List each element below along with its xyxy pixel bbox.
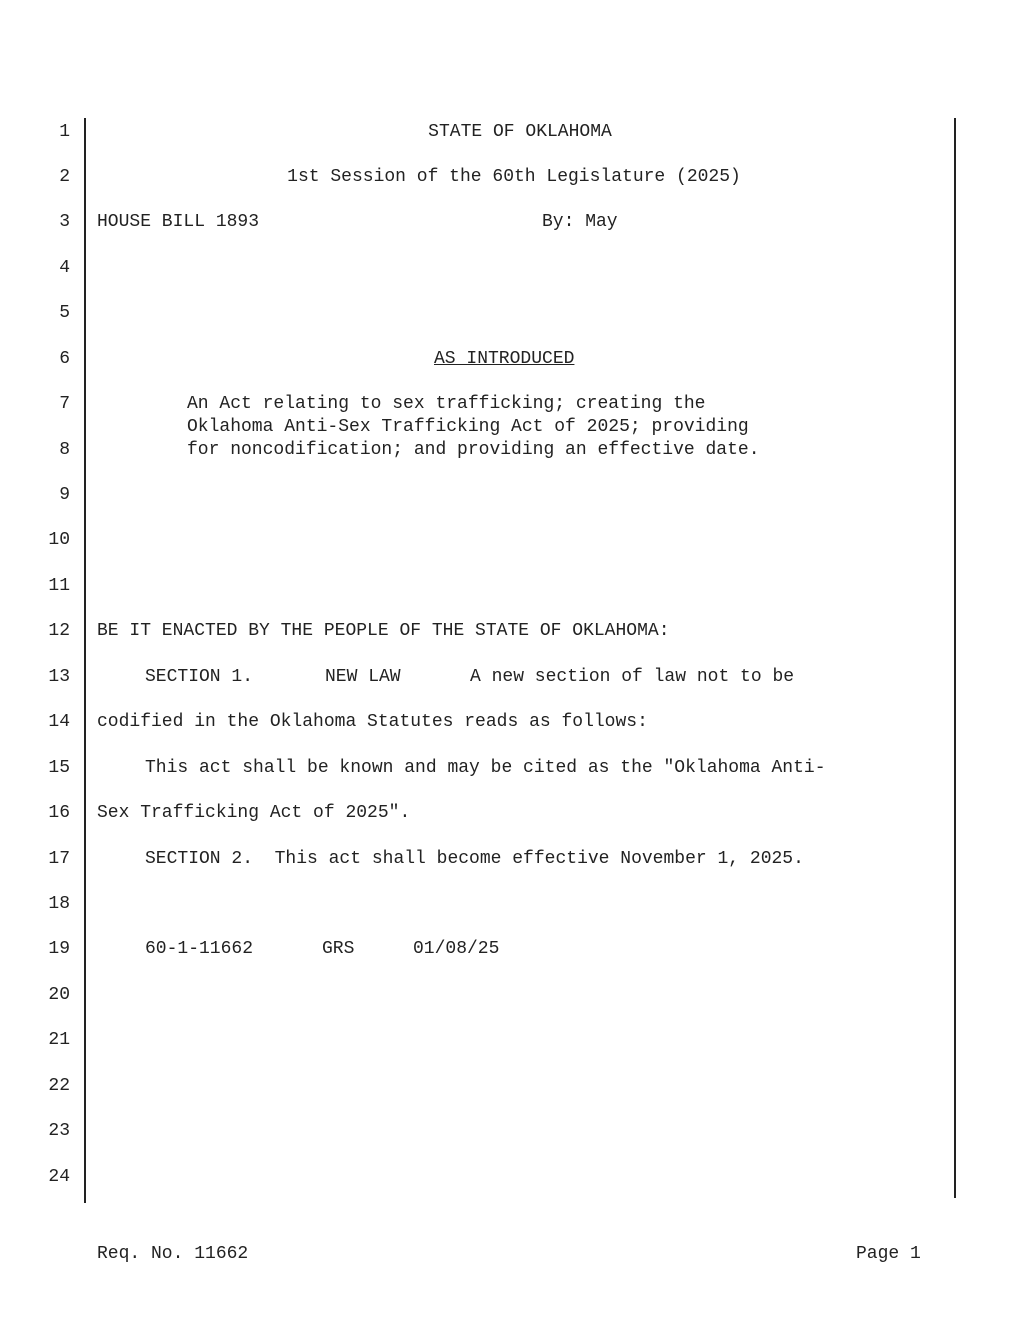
session-heading: 1st Session of the 60th Legislature (2025) xyxy=(287,167,741,187)
line-number: 7 xyxy=(59,394,70,414)
line-number: 16 xyxy=(48,803,70,823)
request-number: Req. No. 11662 xyxy=(97,1244,249,1264)
bill-author: By: May xyxy=(542,212,618,232)
enacting-clause: BE IT ENACTED BY THE PEOPLE OF THE STATE OF OKLAHOMA: xyxy=(97,621,670,641)
line-number: 11 xyxy=(48,576,70,596)
bill-status: AS INTRODUCED xyxy=(434,349,575,369)
title-line: for noncodification; and providing an effective date. xyxy=(187,440,760,460)
line-number: 19 xyxy=(48,939,70,959)
section-1-text: codified in the Oklahoma Statutes reads as follows: xyxy=(97,712,648,732)
section-1-label: SECTION 1. xyxy=(145,667,254,687)
line-number: 17 xyxy=(48,849,70,869)
line-number: 9 xyxy=(59,485,70,505)
line-number: 21 xyxy=(48,1030,70,1050)
state-heading: STATE OF OKLAHOMA xyxy=(428,122,612,142)
section-2: SECTION 2. This act shall become effective November 1, 2025. xyxy=(145,849,804,869)
title-line: Oklahoma Anti-Sex Trafficking Act of 2025; providing xyxy=(187,417,749,437)
drafting-number: 60-1-11662 xyxy=(145,939,254,959)
section-1-body: Sex Trafficking Act of 2025". xyxy=(97,803,411,823)
bill-number: HOUSE BILL 1893 xyxy=(97,212,260,232)
line-number: 1 xyxy=(59,122,70,142)
line-number: 18 xyxy=(48,894,70,914)
line-number: 24 xyxy=(48,1167,70,1187)
line-number: 5 xyxy=(59,303,70,323)
line-number: 2 xyxy=(59,167,70,187)
line-number: 8 xyxy=(59,440,70,460)
section-1-text: A new section of law not to be xyxy=(470,667,795,687)
line-number: 3 xyxy=(59,212,70,232)
line-number: 4 xyxy=(59,258,70,278)
line-number: 20 xyxy=(48,985,70,1005)
page-number: Page 1 xyxy=(856,1244,921,1264)
line-number: 13 xyxy=(48,667,70,687)
section-1-body: This act shall be known and may be cited as the "Oklahoma Anti- xyxy=(145,758,826,778)
drafting-initials: GRS xyxy=(322,939,355,959)
line-number: 6 xyxy=(59,349,70,369)
left-margin-rule xyxy=(84,118,86,1203)
line-number: 22 xyxy=(48,1076,70,1096)
drafting-date: 01/08/25 xyxy=(413,939,500,959)
section-1-tag: NEW LAW xyxy=(325,667,401,687)
title-line: An Act relating to sex trafficking; creating the xyxy=(187,394,706,414)
line-number: 15 xyxy=(48,758,70,778)
line-number: 10 xyxy=(48,530,70,550)
line-number: 14 xyxy=(48,712,70,732)
right-margin-rule xyxy=(954,118,956,1198)
line-number: 23 xyxy=(48,1121,70,1141)
line-number: 12 xyxy=(48,621,70,641)
